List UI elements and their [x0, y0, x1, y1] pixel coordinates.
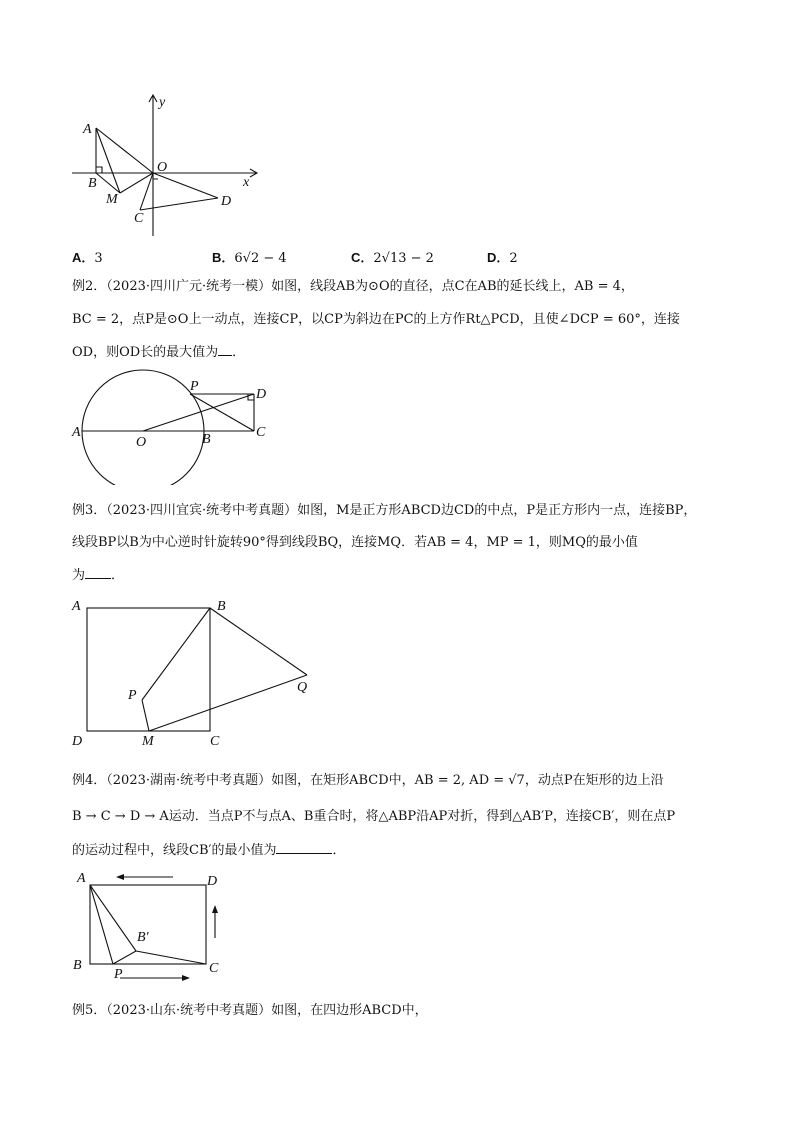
- ex4-line-3-text: 的运动过程中，线段CB′的最小值为: [72, 843, 277, 858]
- fig4-label-D: D: [207, 874, 218, 889]
- figure-rectangle: [60, 865, 240, 990]
- option-b-letter: B．: [212, 250, 235, 265]
- option-a-letter: A．: [72, 250, 95, 265]
- option-d: [487, 247, 518, 266]
- ex3-line-3: [72, 566, 124, 585]
- fig4-label-P: P: [114, 967, 123, 982]
- fig2-label-O: O: [136, 435, 147, 450]
- ex2-line-3-text: OD，则OD长的最大值为: [72, 345, 219, 360]
- fig1-label-D: D: [221, 194, 232, 209]
- ex3-line-3-end: ．: [111, 568, 125, 583]
- fig1-label-O: O: [157, 160, 168, 175]
- option-c-letter: C．: [351, 250, 374, 265]
- option-a: [72, 247, 103, 266]
- fig3-label-M: M: [142, 734, 154, 749]
- option-c: [351, 247, 434, 266]
- option-c-value: 2√13 − 2: [373, 251, 434, 266]
- fig4-label-B-prime: B′: [137, 930, 149, 945]
- fig1-label-A: A: [83, 122, 92, 137]
- fig1-label-C: C: [134, 211, 144, 226]
- fig3-label-C: C: [210, 734, 220, 749]
- fig2-label-A: A: [72, 425, 81, 440]
- option-d-value: 2: [509, 251, 518, 266]
- option-d-letter: D．: [487, 250, 510, 265]
- ex5-line-1: 例5．（2023·山东·统考中考真题）如图，在四边形ABCD中，: [72, 1003, 428, 1018]
- ex3-line-3-text: 为: [72, 568, 86, 583]
- fig2-label-P: P: [190, 379, 199, 394]
- figure-circle: [60, 350, 280, 485]
- fig3-label-Q: Q: [297, 680, 308, 695]
- option-a-value: 3: [94, 251, 103, 266]
- figure-coordinate-system: [60, 90, 280, 245]
- ex4-answer-blank[interactable]: [276, 841, 332, 854]
- fig4-label-B: B: [73, 958, 82, 973]
- fig2-label-C: C: [256, 425, 266, 440]
- ex2-line-2: BC = 2，点P是⊙O上一动点，连接CP，以CP为斜边在PC的上方作Rt△PCD，且使∠DCP = 60°，连接: [72, 312, 680, 327]
- fig4-label-A: A: [77, 871, 86, 886]
- fig4-label-C: C: [209, 961, 219, 976]
- ex4-line-1: 例4．（2023·湖南·统考中考真题）如图，在矩形ABCD中，AB = 2, AD = √7，动点P在矩形的边上沿: [72, 773, 664, 788]
- ex3-answer-blank[interactable]: [85, 566, 111, 579]
- fig3-label-B: B: [217, 599, 226, 614]
- ex4-line-3: [72, 841, 345, 860]
- fig2-label-B: B: [202, 432, 211, 447]
- option-b: [212, 247, 287, 266]
- ex4-line-2: B → C → D → A运动．当点P不与点A、B重合时，将△ABP沿AP对折，得到△AB′P，连接CB′，则在点P: [72, 809, 676, 824]
- fig3-label-D: D: [72, 734, 83, 749]
- ex3-line-2: 线段BP以B为中心逆时针旋转90°得到线段BQ，连接MQ．若AB = 4，MP = 1，则MQ的最小值: [72, 535, 638, 550]
- fig1-label-M: M: [106, 192, 118, 207]
- option-b-value: 6√2 − 4: [234, 251, 287, 266]
- fig1-label-x: x: [243, 175, 250, 190]
- fig3-label-P: P: [128, 688, 137, 703]
- ex2-line-1: 例2．（2023·四川广元·统考一模）如图，线段AB为⊙O的直径，点C在AB的延长线上，AB = 4，: [72, 279, 634, 294]
- ex3-line-1: 例3．（2023·四川宜宾·统考中考真题）如图，M是正方形ABCD边CD的中点，P是正方形内一点，连接BP，: [72, 503, 697, 518]
- ex2-line-3-end: ．: [232, 345, 246, 360]
- fig1-label-y: y: [159, 95, 166, 110]
- fig2-label-D: D: [256, 387, 267, 402]
- fig3-label-A: A: [72, 599, 81, 614]
- fig1-label-B: B: [88, 176, 97, 191]
- ex4-line-3-end: ．: [332, 843, 346, 858]
- figure-square: [60, 592, 320, 752]
